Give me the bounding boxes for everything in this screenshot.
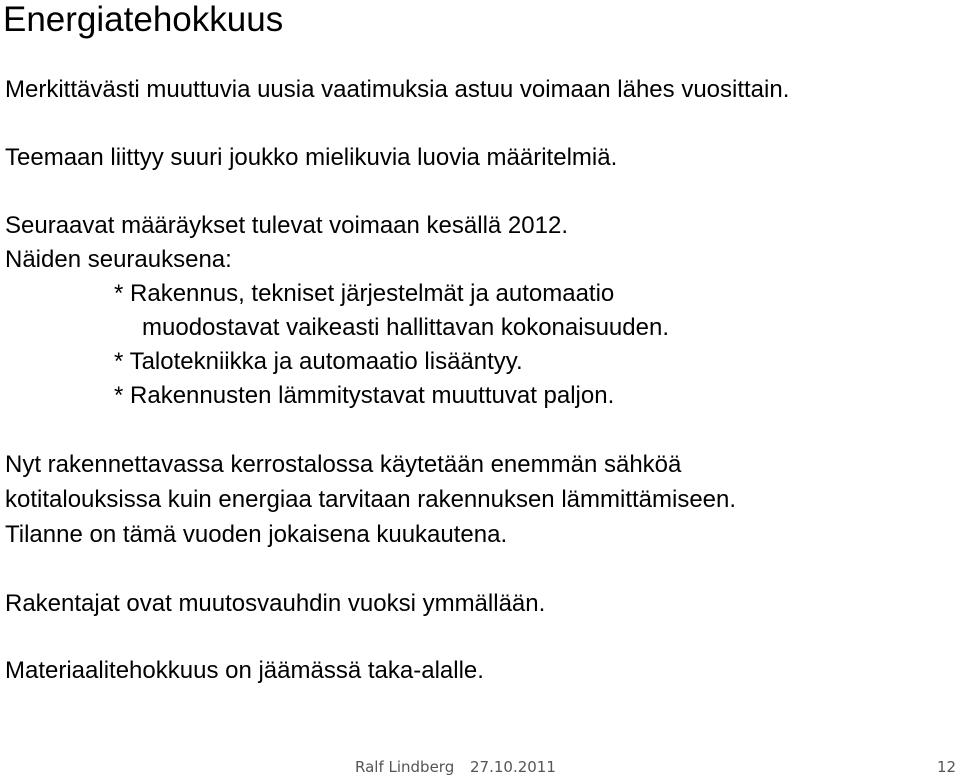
bullet-continuation-line: muodostavat vaikeasti hallittavan kokonaisuuden. (142, 314, 669, 341)
page-number: 12 (937, 758, 957, 776)
text-line: Tilanne on tämä vuoden jokaisena kuukautena. (5, 521, 508, 548)
text-line: Rakentajat ovat muutosvauhdin vuoksi ymmällään. (5, 590, 546, 617)
text-line: Näiden seurauksena: (5, 246, 232, 273)
slide-title: Energiatehokkuus (3, 0, 284, 39)
bullet-line: * Rakennusten lämmitystavat muuttuvat paljon. (114, 382, 615, 409)
bullet-line: * Talotekniikka ja automaatio lisääntyy. (114, 348, 523, 375)
text-line: Merkittävästi muuttuvia uusia vaatimuksia astuu voimaan lähes vuosittain. (5, 76, 790, 103)
text-line: kotitalouksissa kuin energiaa tarvitaan rakennuksen lämmittämiseen. (5, 486, 737, 513)
text-line: Materiaalitehokkuus on jäämässä taka-alalle. (5, 657, 484, 684)
footer-date: 27.10.2011 (470, 758, 556, 776)
text-line: Nyt rakennettavassa kerrostalossa käytetään enemmän sähköä (5, 451, 682, 478)
text-line: Teemaan liittyy suuri joukko mielikuvia luovia määritelmiä. (5, 144, 618, 171)
bullet-line: * Rakennus, tekniset järjestelmät ja automaatio (114, 280, 615, 307)
text-line: Seuraavat määräykset tulevat voimaan kesällä 2012. (5, 212, 568, 239)
footer-author: Ralf Lindberg (355, 758, 455, 776)
